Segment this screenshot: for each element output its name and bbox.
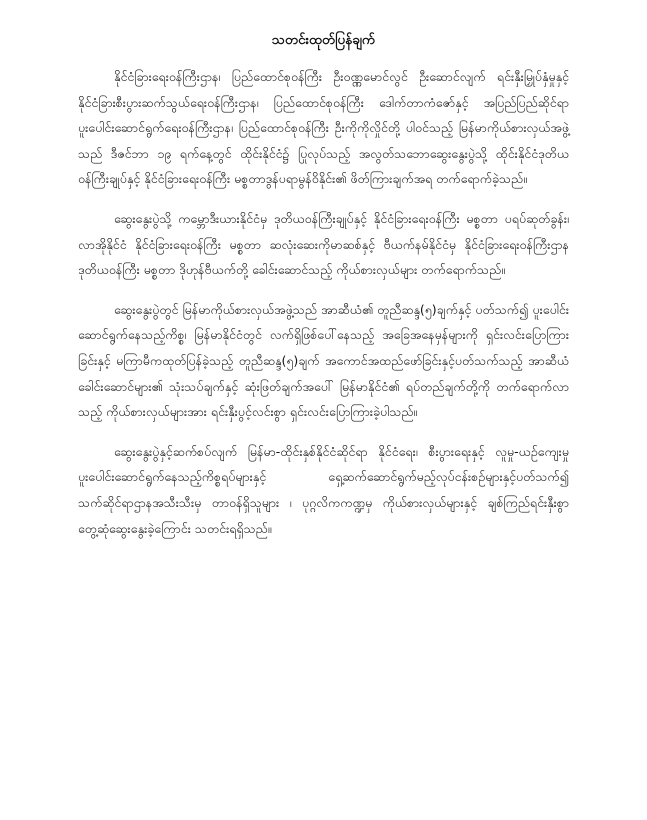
paragraph-1: နိုင်ငံခြားရေးဝန်ကြီးဌာန၊ ပြည်ထောင်စုဝန်ကြီး ဦးဝဏ္ဏမောင်လွင် ဦးဆောင်လျက် ရင်းနှီးမြှုပ်နှံမှုနှင့် နိုင်ငံခြားစီးပွားဆက်သွယ်ရေးဝန်ကြီးဌာန၊ ပြည်ထောင်စုဝန်ကြီး ဒေါက်တာကံဇော်နှင့် အပြည်ပြည်ဆိုင်ရာပူးပေါင်းဆောင်ရွက်ရေးဝန်ကြီးဌာန၊ ပြည်ထောင်စုဝန်ကြီး ဦးကိုကိုလှိုင်တို့ ပါဝင်သည့် မြန်မာကိုယ်စားလှယ်အဖွဲ့သည် ဒီဇင်ဘာ ၁၉ ရက်နေ့တွင် ထိုင်းနိုင်ငံ၌ ပြုလုပ်သည့် အလွတ်သဘောဆွေးနွေးပွဲသို့ ထိုင်းနိုင်ငံဒုတိယဝန်ကြီးချုပ်နှင့် နိုင်ငံခြားရေးဝန်ကြီး မစ္စတာဒွန်ပရာမွန်ဝိနိုင်း၏ ဖိတ်ကြားချက်အရ တက်ရောက်ခဲ့သည်။	[78, 69, 569, 187]
paragraph-3: ဆွေးနွေးပွဲတွင် မြန်မာကိုယ်စားလှယ်အဖွဲ့သည် အာဆီယံ၏ တူညီဆန္ဒ(၅)ချက်နှင့် ပတ်သက်၍ ပူးပေါင်းဆောင်ရွက်နေသည့်ကိစ္စ၊ မြန်မာနိုင်ငံတွင် လက်ရှိဖြစ်ပေါ်နေသည့် အခြေအနေမှန်များကို ရှင်းလင်းပြောကြားခြင်းနှင့် မကြာမီကထုတ်ပြန်ခဲ့သည့် တူညီဆန္ဒ(၅)ချက် အကောင်အထည်ဖော်ခြင်းနှင့်ပတ်သက်သည့် အာဆီယံခေါင်းဆောင်များ၏ သုံးသပ်ချက်နှင့် ဆုံးဖြတ်ချက်အပေါ် မြန်မာနိုင်ငံ၏ ရပ်တည်ချက်တို့ကို တက်ရောက်လာသည့် ကိုယ်စားလှယ်များအား ရင်းနှီးပွင့်လင်းစွာ ရှင်းလင်းပြောကြားခဲ့ပါသည်။	[78, 301, 569, 420]
paragraph-4: ဆွေးနွေးပွဲနှင့်ဆက်စပ်လျက် မြန်မာ-ထိုင်းနှစ်နိုင်ငံဆိုင်ရာ နိုင်ငံရေး၊ စီးပွားရေးနှင့် လူမှု-ယဉ်ကျေးမှုပူးပေါင်းဆောင်ရွက်နေသည့်ကိစ္စရပ်များနှင့် ရှေ့ဆက်ဆောင်ရွက်မည့်လုပ်ငန်းစဉ်များနှင့်ပတ်သက်၍ သက်ဆိုင်ရာဌာနအသီးသီးမှ တာဝန်ရှိသူများ ၊ ပုဂ္ဂလိကကဏ္ဍမှ ကိုယ်စားလှယ်များနှင့် ချစ်ကြည်ရင်းနှီးစွာ တွေ့ဆုံဆွေးနွေးခဲ့ကြောင်း သတင်းရရှိသည်။	[78, 443, 569, 536]
document-title: သတင်းထုတ်ပြန်ချက်	[271, 32, 376, 48]
paragraph-2: ဆွေးနွေးပွဲသို့ ကမ္ဘောဒီးယားနိုင်ငံမှ ဒုတိယဝန်ကြီးချုပ်နှင့် နိုင်ငံခြားရေးဝန်ကြီး မစ္စတာ ပရပ်ဆုတ်ခွန်း၊ လာအိုနိုင်ငံ နိုင်ငံခြားရေးဝန်ကြီး မစ္စတာ ဆလုံးဆေးကိုမာဆစ်နှင့် ဗီယက်နမ်နိုင်ငံမှ နိုင်ငံခြားရေးဝန်ကြီးဌာန ဒုတိယဝန်ကြီး မစ္စတာ ဒိုဟုန်ဗီယက်တို့ ခေါင်းဆောင်သည့် ကိုယ်စားလှယ်များ တက်ရောက်သည်။	[78, 210, 569, 278]
